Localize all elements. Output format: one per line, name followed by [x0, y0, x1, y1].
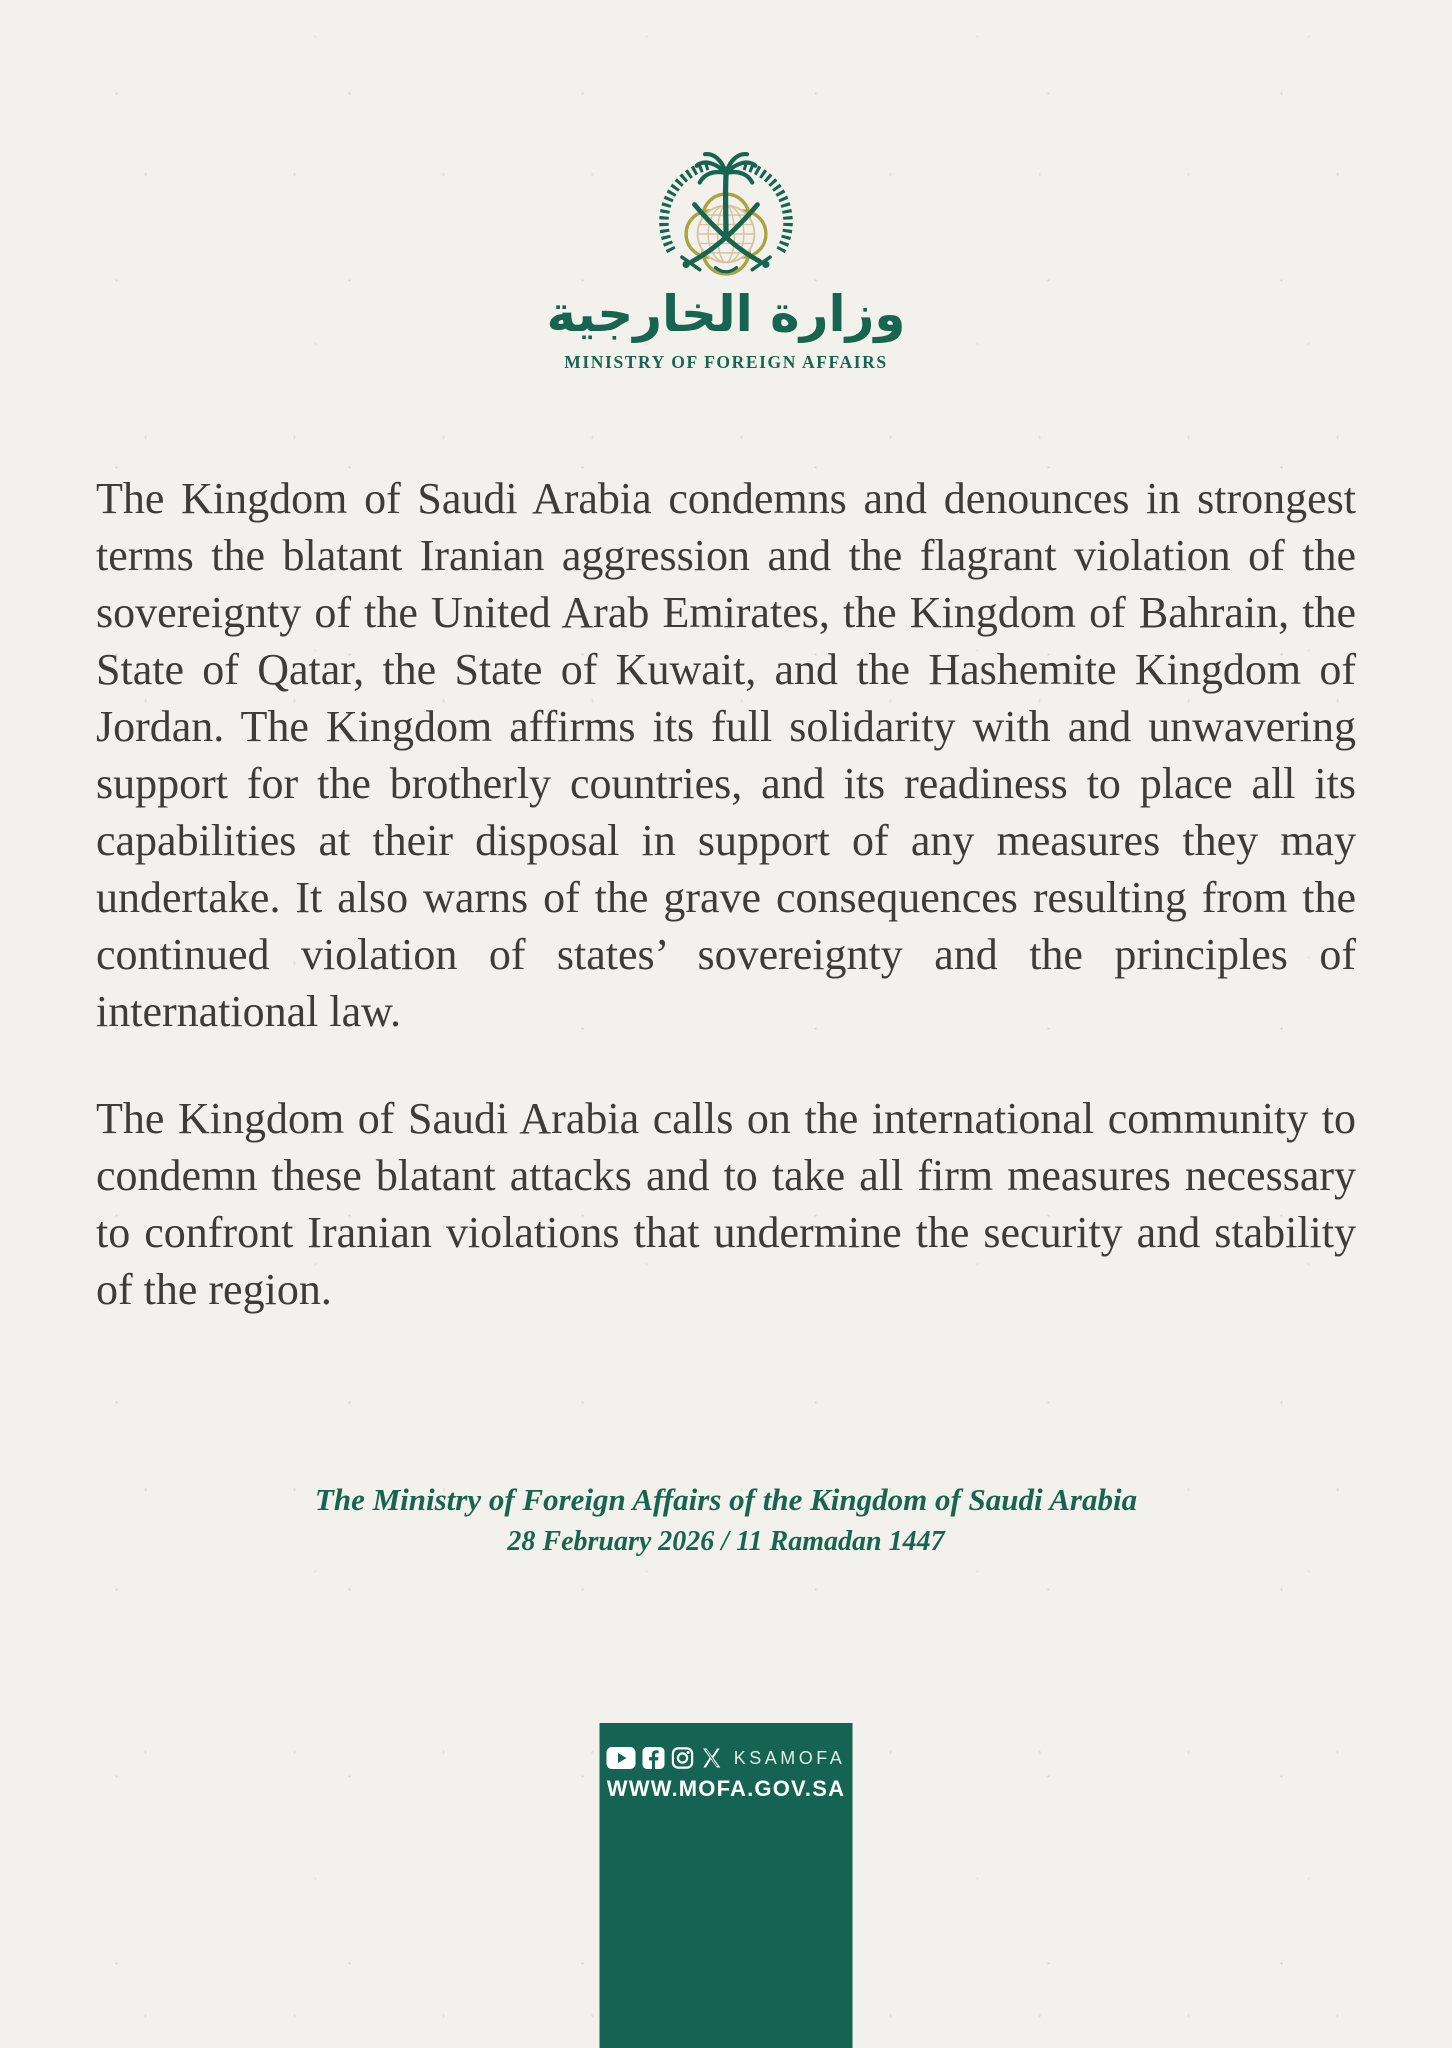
- footer-banner: [600, 1723, 853, 2048]
- signature-date: 28 February 2026 / 11 Ramadan 1447: [507, 1526, 945, 1557]
- statement-paragraph-1: The Kingdom of Saudi Arabia condemns and denounces in strongest terms the blatant Iranian aggression and the flagrant violation of the sovereignty of the United Arab Emirates, the Kingdom of Bahrain, the State of Qatar, the State of Kuwait, and the Hashemite Kingdom of Jordan. The Kingdom affirms its full solidarity with and unwavering support for the brotherly countries, and its readiness to place all its capabilities at their disposal in support of any measures they may undertake. It also warns of the grave consequences resulting from the continued violation of states’ sovereignty and the principles of international law.: [96, 474, 1356, 1036]
- social-handle: KSAMOFA: [733, 1747, 846, 1768]
- x-icon: [701, 1747, 723, 1769]
- statement-paragraph-2: The Kingdom of Saudi Arabia calls on the international community to condemn these blatant attacks and to take all firm measures necessary to confront Iranian violations that undermine the security and stability of the region.: [96, 1094, 1356, 1314]
- statement-body: [96, 470, 1356, 1368]
- youtube-icon: [607, 1747, 636, 1769]
- instagram-icon: [672, 1747, 694, 1769]
- signature-block: [0, 1478, 1452, 1562]
- saudi-mofa-emblem-icon: [651, 150, 801, 276]
- social-icons-row: [600, 1747, 853, 1769]
- mofa-logo: [0, 150, 1452, 373]
- english-wordmark: MINISTRY OF FOREIGN AFFAIRS: [564, 352, 888, 372]
- arabic-wordmark: وزارة الخارجية: [546, 285, 906, 343]
- website-url: WWW.MOFA.GOV.SA: [606, 1776, 846, 1801]
- facebook-icon: [643, 1747, 665, 1769]
- signature-attribution: The Ministry of Foreign Affairs of the Kingdom of Saudi Arabia: [314, 1482, 1138, 1517]
